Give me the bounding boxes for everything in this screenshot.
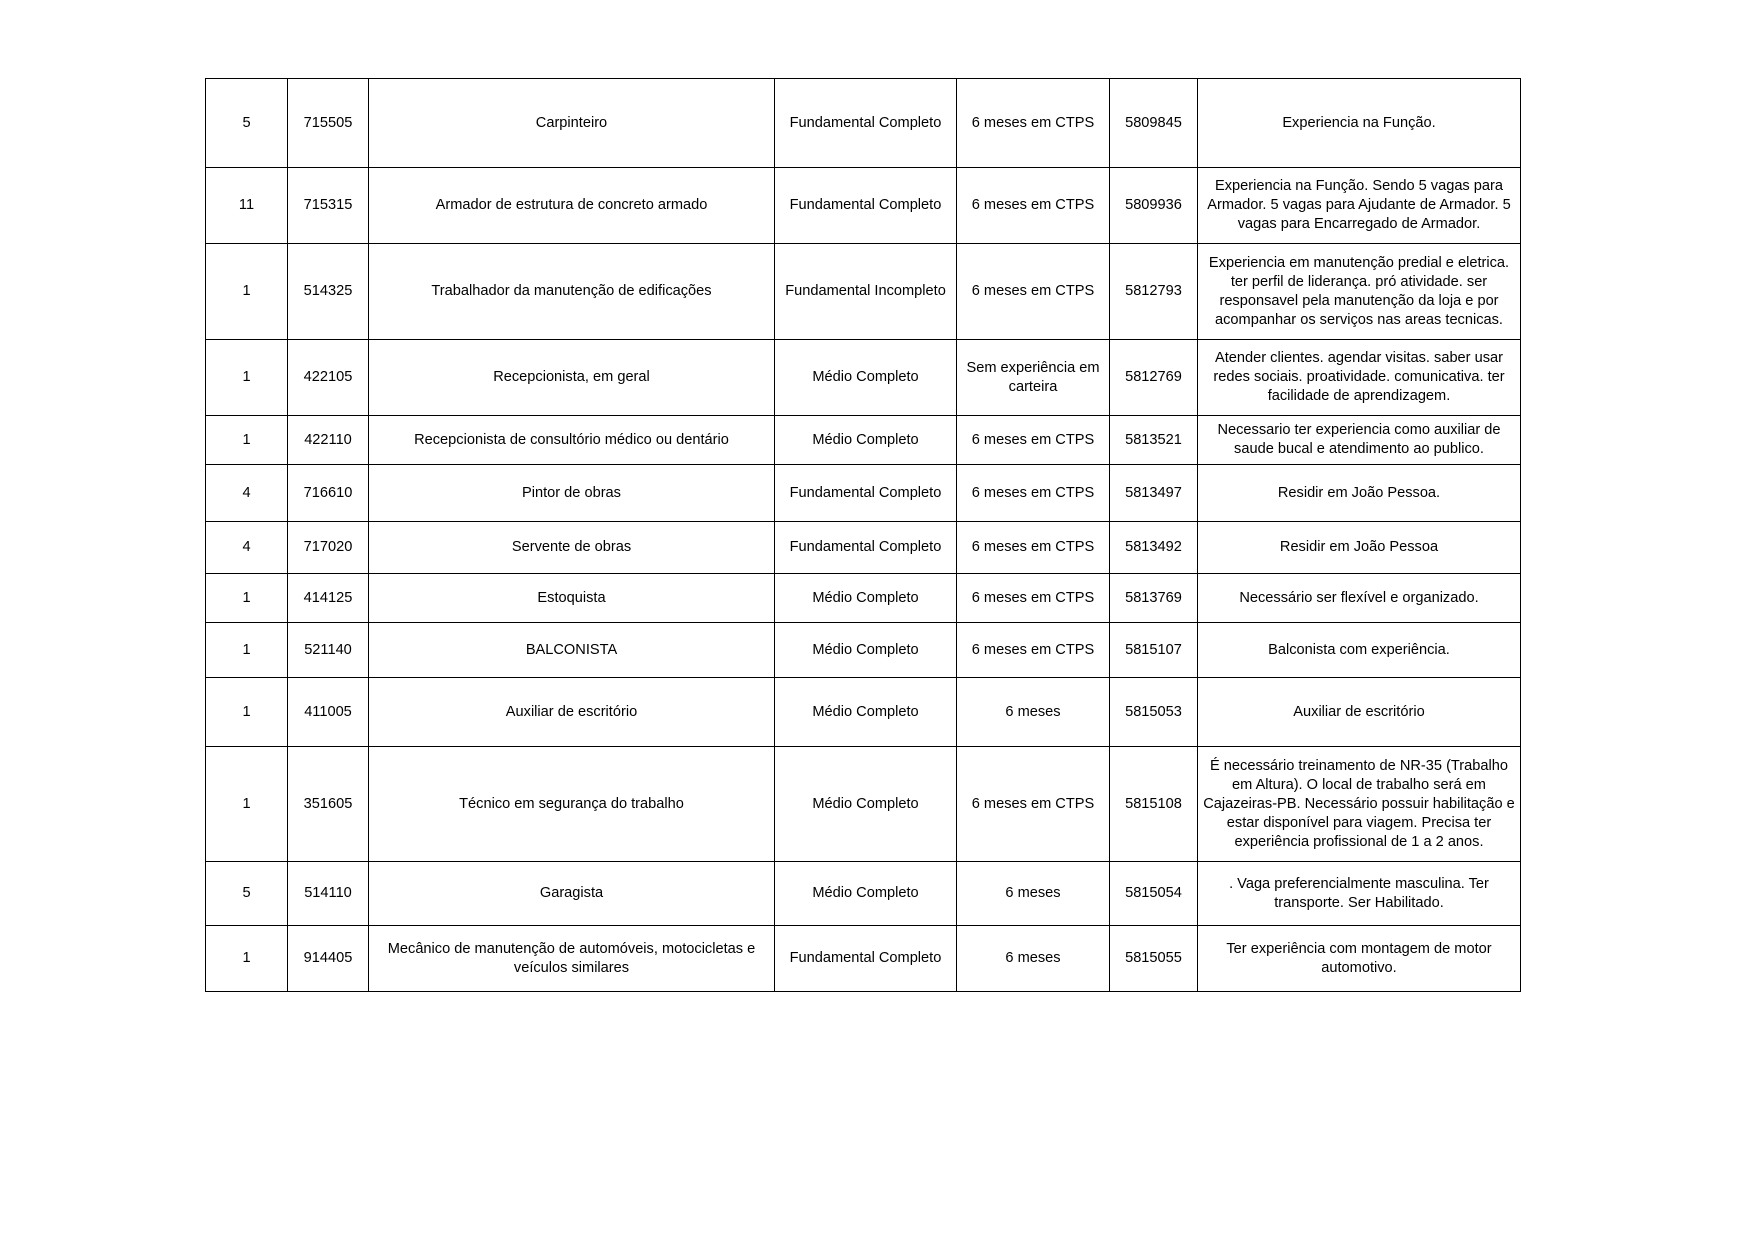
cell-quantity: 1 <box>206 623 288 678</box>
cell-cbo-code: 514325 <box>288 244 369 340</box>
cell-quantity: 1 <box>206 678 288 747</box>
cell-notes: É necessário treinamento de NR-35 (Trabalho em Altura). O local de trabalho será em Cajazeiras-PB. Necessário possuir habilitação e estar disponível para viagem. Precisa ter experiência profissional de 1 a 2 anos. <box>1198 747 1521 862</box>
cell-vacancy-code: 5809936 <box>1110 168 1198 244</box>
vacancies-table <box>205 78 1521 992</box>
table-row <box>206 522 1521 574</box>
cell-experience: 6 meses em CTPS <box>957 244 1110 340</box>
cell-vacancy-code: 5812793 <box>1110 244 1198 340</box>
cell-experience: 6 meses em CTPS <box>957 522 1110 574</box>
cell-education: Fundamental Completo <box>775 522 957 574</box>
table-row <box>206 79 1521 168</box>
cell-experience: 6 meses em CTPS <box>957 79 1110 168</box>
cell-vacancy-code: 5813497 <box>1110 465 1198 522</box>
cell-occupation: Recepcionista, em geral <box>369 340 775 416</box>
cell-notes: Residir em João Pessoa <box>1198 522 1521 574</box>
cell-cbo-code: 422105 <box>288 340 369 416</box>
cell-education: Fundamental Completo <box>775 465 957 522</box>
cell-vacancy-code: 5812769 <box>1110 340 1198 416</box>
cell-notes: Necessário ser flexível e organizado. <box>1198 574 1521 623</box>
cell-occupation: Estoquista <box>369 574 775 623</box>
cell-occupation: Técnico em segurança do trabalho <box>369 747 775 862</box>
cell-education: Médio Completo <box>775 574 957 623</box>
cell-vacancy-code: 5815053 <box>1110 678 1198 747</box>
table-row <box>206 926 1521 992</box>
cell-occupation: Auxiliar de escritório <box>369 678 775 747</box>
table-row <box>206 168 1521 244</box>
cell-vacancy-code: 5813769 <box>1110 574 1198 623</box>
cell-quantity: 11 <box>206 168 288 244</box>
table-row <box>206 340 1521 416</box>
cell-cbo-code: 914405 <box>288 926 369 992</box>
cell-education: Fundamental Incompleto <box>775 244 957 340</box>
cell-experience: 6 meses <box>957 678 1110 747</box>
cell-notes: Necessario ter experiencia como auxiliar de saude bucal e atendimento ao publico. <box>1198 416 1521 465</box>
cell-education: Médio Completo <box>775 416 957 465</box>
cell-cbo-code: 411005 <box>288 678 369 747</box>
cell-occupation: Trabalhador da manutenção de edificações <box>369 244 775 340</box>
cell-cbo-code: 717020 <box>288 522 369 574</box>
cell-quantity: 1 <box>206 340 288 416</box>
cell-education: Médio Completo <box>775 678 957 747</box>
cell-quantity: 1 <box>206 747 288 862</box>
cell-quantity: 1 <box>206 574 288 623</box>
cell-notes: Balconista com experiência. <box>1198 623 1521 678</box>
table-row <box>206 862 1521 926</box>
cell-education: Médio Completo <box>775 340 957 416</box>
cell-vacancy-code: 5815107 <box>1110 623 1198 678</box>
cell-experience: 6 meses em CTPS <box>957 168 1110 244</box>
cell-experience: 6 meses em CTPS <box>957 623 1110 678</box>
cell-occupation: Carpinteiro <box>369 79 775 168</box>
cell-experience: 6 meses <box>957 926 1110 992</box>
cell-occupation: Pintor de obras <box>369 465 775 522</box>
cell-notes: Residir em João Pessoa. <box>1198 465 1521 522</box>
vacancies-table-body <box>206 79 1521 992</box>
cell-education: Médio Completo <box>775 747 957 862</box>
cell-cbo-code: 715505 <box>288 79 369 168</box>
cell-cbo-code: 414125 <box>288 574 369 623</box>
cell-occupation: Garagista <box>369 862 775 926</box>
cell-quantity: 5 <box>206 862 288 926</box>
table-row <box>206 244 1521 340</box>
cell-experience: 6 meses em CTPS <box>957 465 1110 522</box>
cell-cbo-code: 521140 <box>288 623 369 678</box>
cell-education: Fundamental Completo <box>775 926 957 992</box>
table-row <box>206 465 1521 522</box>
cell-experience: 6 meses <box>957 862 1110 926</box>
cell-notes: Experiencia na Função. <box>1198 79 1521 168</box>
table-row <box>206 574 1521 623</box>
cell-quantity: 1 <box>206 926 288 992</box>
cell-education: Fundamental Completo <box>775 168 957 244</box>
cell-education: Médio Completo <box>775 862 957 926</box>
cell-cbo-code: 514110 <box>288 862 369 926</box>
cell-cbo-code: 716610 <box>288 465 369 522</box>
cell-notes: . Vaga preferencialmente masculina. Ter transporte. Ser Habilitado. <box>1198 862 1521 926</box>
cell-experience: 6 meses em CTPS <box>957 416 1110 465</box>
cell-notes: Ter experiência com montagem de motor automotivo. <box>1198 926 1521 992</box>
cell-education: Médio Completo <box>775 623 957 678</box>
table-row <box>206 623 1521 678</box>
cell-quantity: 1 <box>206 244 288 340</box>
cell-notes: Auxiliar de escritório <box>1198 678 1521 747</box>
cell-quantity: 5 <box>206 79 288 168</box>
cell-vacancy-code: 5815054 <box>1110 862 1198 926</box>
cell-occupation: BALCONISTA <box>369 623 775 678</box>
cell-experience: Sem experiência em carteira <box>957 340 1110 416</box>
cell-occupation: Mecânico de manutenção de automóveis, motocicletas e veículos similares <box>369 926 775 992</box>
cell-quantity: 4 <box>206 522 288 574</box>
cell-quantity: 4 <box>206 465 288 522</box>
cell-vacancy-code: 5809845 <box>1110 79 1198 168</box>
cell-cbo-code: 351605 <box>288 747 369 862</box>
cell-cbo-code: 715315 <box>288 168 369 244</box>
cell-vacancy-code: 5813521 <box>1110 416 1198 465</box>
cell-occupation: Recepcionista de consultório médico ou dentário <box>369 416 775 465</box>
table-row <box>206 678 1521 747</box>
cell-experience: 6 meses em CTPS <box>957 574 1110 623</box>
table-row <box>206 747 1521 862</box>
cell-vacancy-code: 5815108 <box>1110 747 1198 862</box>
cell-vacancy-code: 5815055 <box>1110 926 1198 992</box>
cell-quantity: 1 <box>206 416 288 465</box>
cell-occupation: Servente de obras <box>369 522 775 574</box>
cell-notes: Experiencia em manutenção predial e eletrica. ter perfil de liderança. pró atividade. ser responsavel pela manutenção da loja e por acompanhar os serviços nas areas tecnicas. <box>1198 244 1521 340</box>
cell-cbo-code: 422110 <box>288 416 369 465</box>
cell-occupation: Armador de estrutura de concreto armado <box>369 168 775 244</box>
cell-education: Fundamental Completo <box>775 79 957 168</box>
table-row <box>206 416 1521 465</box>
cell-notes: Atender clientes. agendar visitas. saber usar redes sociais. proatividade. comunicativa. ter facilidade de aprendizagem. <box>1198 340 1521 416</box>
cell-experience: 6 meses em CTPS <box>957 747 1110 862</box>
cell-notes: Experiencia na Função. Sendo 5 vagas para Armador. 5 vagas para Ajudante de Armador. 5 vagas para Encarregado de Armador. <box>1198 168 1521 244</box>
cell-vacancy-code: 5813492 <box>1110 522 1198 574</box>
